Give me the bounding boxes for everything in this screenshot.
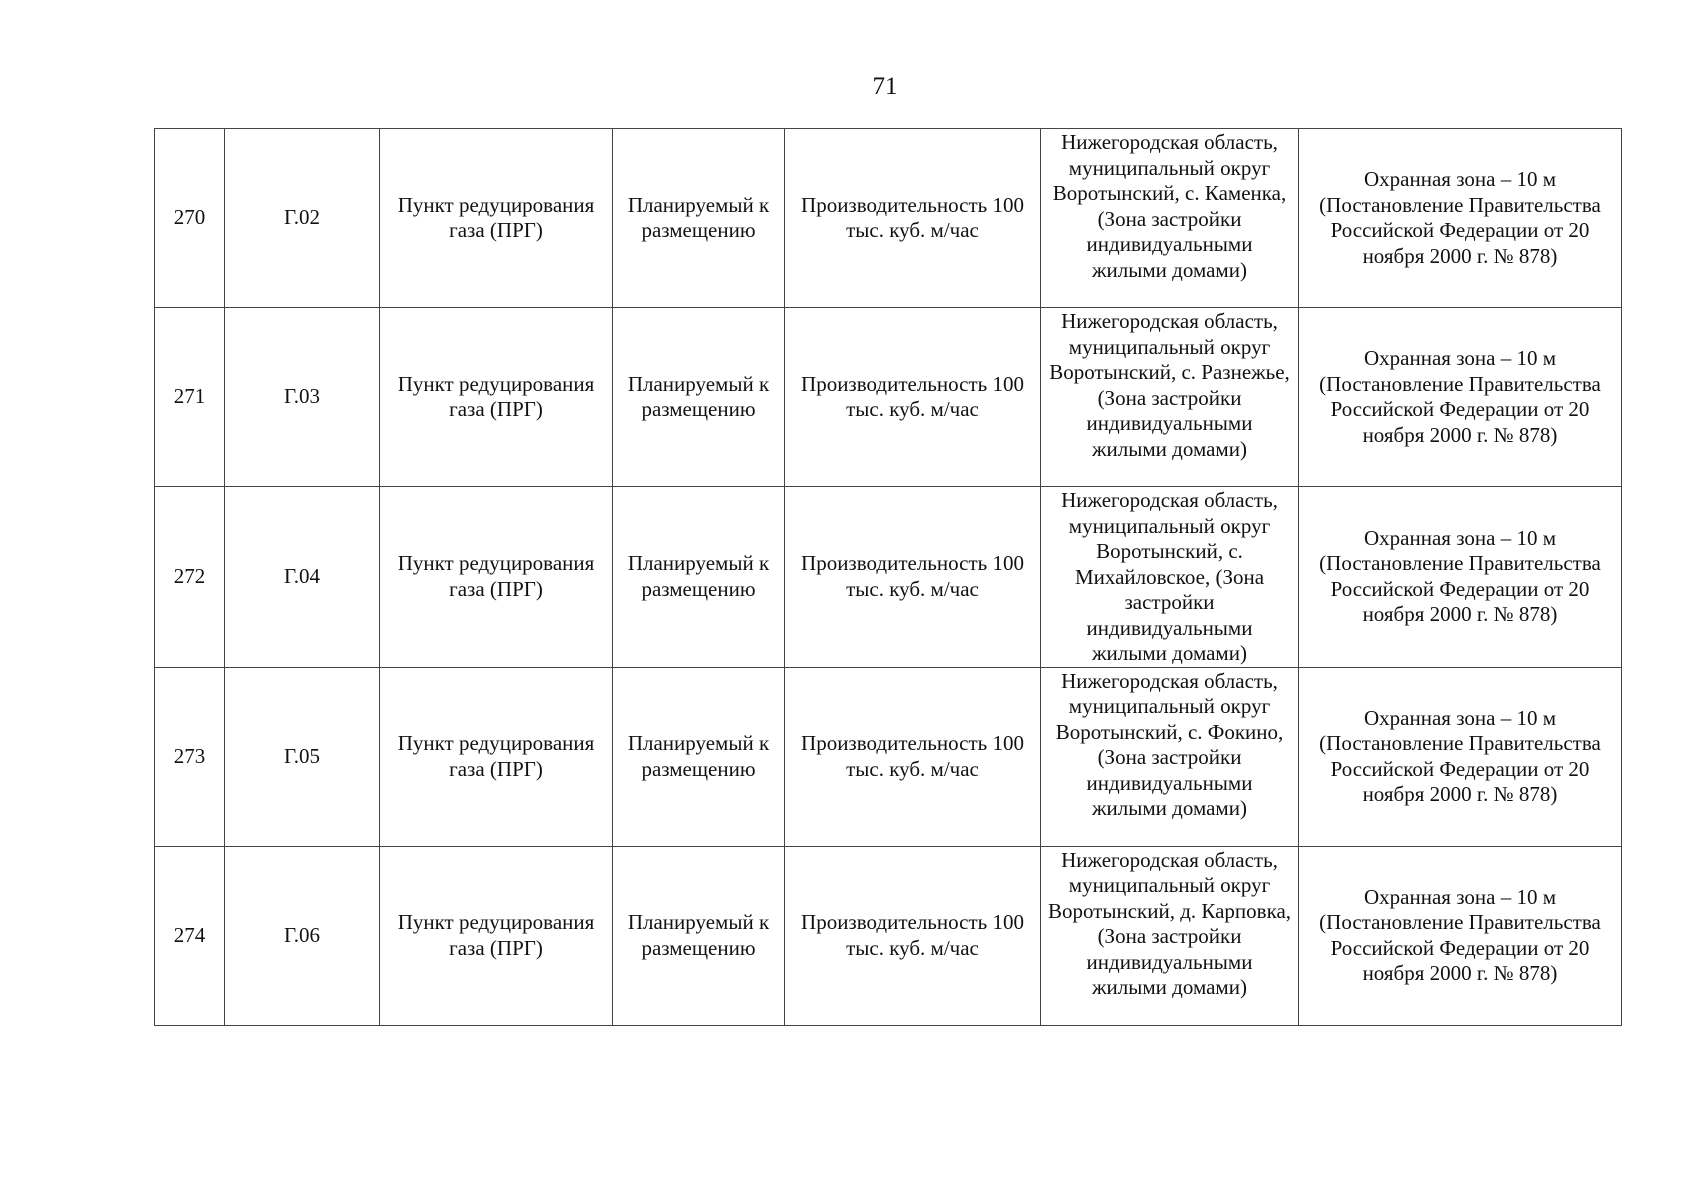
object-name: Пункт редуцирования газа (ПРГ) xyxy=(397,192,595,242)
table-row xyxy=(155,846,1622,1025)
object-capacity-cell xyxy=(785,308,1041,487)
row-number: 272 xyxy=(173,564,206,588)
table-row xyxy=(155,487,1622,668)
object-capacity-cell xyxy=(785,667,1041,846)
object-code-cell xyxy=(225,487,380,668)
object-code-cell xyxy=(225,846,380,1025)
protection-zone-cell xyxy=(1299,308,1622,487)
object-status-cell xyxy=(613,129,785,308)
object-code: Г.04 xyxy=(283,564,321,588)
protection-zone: Охранная зона – 10 м (Постановление Правительства Российской Федерации от 20 ноября 2000 г. № 878) xyxy=(1319,705,1601,806)
object-status-cell xyxy=(613,667,785,846)
object-name-cell xyxy=(380,846,613,1025)
object-name: Пункт редуцирования газа (ПРГ) xyxy=(397,910,595,960)
object-capacity: Производительность 100 тыс. куб. м/час xyxy=(801,910,1024,960)
protection-zone: Охранная зона – 10 м (Постановление Правительства Российской Федерации от 20 ноября 2000 г. № 878) xyxy=(1319,167,1601,268)
row-number-cell xyxy=(155,667,225,846)
object-location-cell xyxy=(1041,846,1299,1025)
object-code-cell xyxy=(225,308,380,487)
table-row xyxy=(155,667,1622,846)
object-name: Пункт редуцирования газа (ПРГ) xyxy=(397,551,595,601)
object-location-cell xyxy=(1041,667,1299,846)
table-row xyxy=(155,129,1622,308)
protection-zone: Охранная зона – 10 м (Постановление Правительства Российской Федерации от 20 ноября 2000 г. № 878) xyxy=(1319,884,1601,985)
object-code: Г.03 xyxy=(283,384,321,409)
object-capacity: Производительность 100 тыс. куб. м/час xyxy=(801,731,1024,781)
row-number: 271 xyxy=(173,384,206,409)
object-location: Нижегородская область, муниципальный округ Воротынский, с. Разнежье, (Зона застройки индивидуальными жилыми домами) xyxy=(1049,309,1290,461)
protection-zone-cell xyxy=(1299,129,1622,308)
object-status: Планируемый к размещению xyxy=(627,551,770,601)
protection-zone-cell xyxy=(1299,846,1622,1025)
row-number-cell xyxy=(155,487,225,668)
object-name: Пункт редуцирования газа (ПРГ) xyxy=(397,371,595,421)
object-status-cell xyxy=(613,308,785,487)
protection-zone: Охранная зона – 10 м (Постановление Правительства Российской Федерации от 20 ноября 2000 г. № 878) xyxy=(1319,346,1601,447)
row-number: 274 xyxy=(173,922,206,947)
object-location: Нижегородская область, муниципальный округ Воротынский, с. Михайловское, (Зона застройки индивидуальными жилыми домами) xyxy=(1061,488,1278,665)
object-status: Планируемый к размещению xyxy=(627,731,770,781)
object-status-cell xyxy=(613,487,785,668)
object-location: Нижегородская область, муниципальный округ Воротынский, с. Фокино, (Зона застройки индивидуальными жилыми домами) xyxy=(1055,668,1284,820)
object-name-cell xyxy=(380,487,613,668)
object-status-cell xyxy=(613,846,785,1025)
object-name-cell xyxy=(380,129,613,308)
objects-table xyxy=(154,128,1622,1026)
object-status: Планируемый к размещению xyxy=(627,371,770,421)
row-number: 270 xyxy=(173,205,206,230)
object-location-cell xyxy=(1041,487,1299,668)
object-capacity-cell xyxy=(785,487,1041,668)
object-name: Пункт редуцирования газа (ПРГ) xyxy=(397,731,595,781)
object-status: Планируемый к размещению xyxy=(627,910,770,960)
row-number: 273 xyxy=(173,743,206,768)
object-location-cell xyxy=(1041,308,1299,487)
page-number: 71 xyxy=(872,73,898,100)
protection-zone-cell xyxy=(1299,487,1622,668)
object-name-cell xyxy=(380,308,613,487)
object-code-cell xyxy=(225,667,380,846)
object-code: Г.05 xyxy=(283,743,321,768)
row-number-cell xyxy=(155,846,225,1025)
object-code: Г.06 xyxy=(283,922,321,947)
protection-zone-cell xyxy=(1299,667,1622,846)
object-location-cell xyxy=(1041,129,1299,308)
object-capacity-cell xyxy=(785,129,1041,308)
object-status: Планируемый к размещению xyxy=(627,192,770,242)
object-capacity: Производительность 100 тыс. куб. м/час xyxy=(801,192,1024,242)
object-capacity-cell xyxy=(785,846,1041,1025)
object-code-cell xyxy=(225,129,380,308)
protection-zone: Охранная зона – 10 м (Постановление Правительства Российской Федерации от 20 ноября 2000 г. № 878) xyxy=(1319,525,1601,627)
row-number-cell xyxy=(155,308,225,487)
object-capacity: Производительность 100 тыс. куб. м/час xyxy=(801,371,1024,421)
object-capacity: Производительность 100 тыс. куб. м/час xyxy=(801,551,1024,601)
table-row xyxy=(155,308,1622,487)
object-name-cell xyxy=(380,667,613,846)
row-number-cell xyxy=(155,129,225,308)
object-code: Г.02 xyxy=(283,205,321,230)
object-location: Нижегородская область, муниципальный округ Воротынский, д. Карповка, (Зона застройки индивидуальными жилыми домами) xyxy=(1047,847,1292,999)
object-location: Нижегородская область, муниципальный округ Воротынский, с. Каменка, (Зона застройки индивидуальными жилыми домами) xyxy=(1052,130,1287,282)
